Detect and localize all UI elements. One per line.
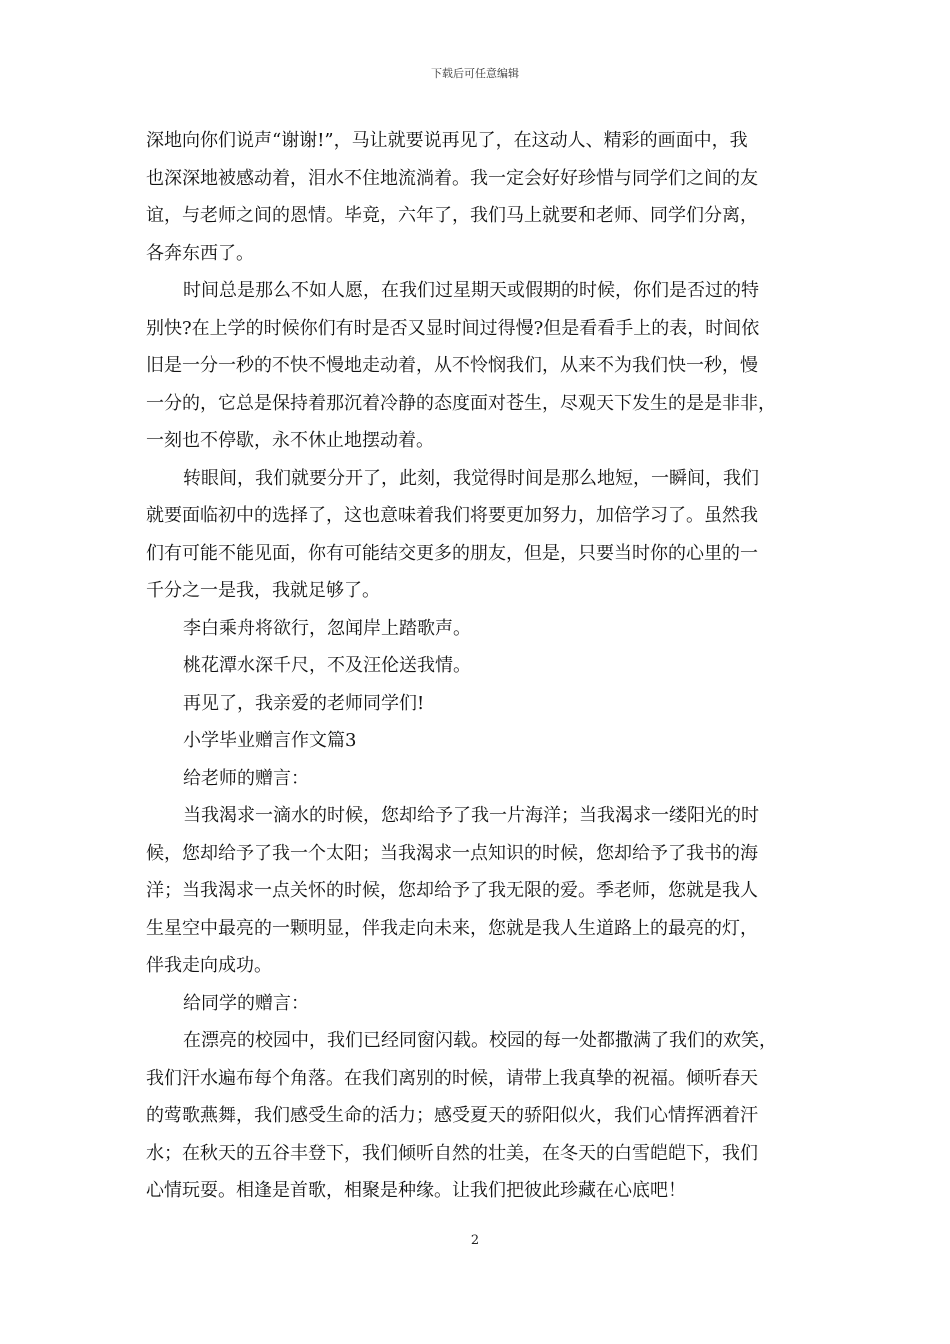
text-line: 们有可能不能见面，你有可能结交更多的朋友，但是，只要当时你的心里的一	[146, 542, 758, 564]
section-heading: 小学毕业赠言作文篇3	[183, 730, 357, 751]
subheading-teacher: 给老师的赠言：	[183, 767, 309, 789]
text-line: 我们汗水遍布每个角落。在我们离别的时候，请带上我真挚的祝福。倾听春天	[146, 1067, 758, 1089]
page-number-text: 2	[470, 1233, 480, 1248]
farewell-line: 再见了，我亲爱的老师同学们!	[183, 692, 425, 714]
text-line: 水；在秋天的五谷丰登下，我们倾听自然的壮美，在冬天的白雪皑皑下，我们	[146, 1142, 758, 1164]
subheading-classmates: 给同学的赠言：	[183, 992, 309, 1014]
text-line: 一刻也不停歇，永不休止地摆动着。	[146, 430, 434, 451]
header-text: 下载后可任意编辑	[431, 67, 519, 80]
paragraph-first-line: 在漂亮的校园中，我们已经同窗闪载。校园的每一处都撒满了我们的欢笑，	[183, 1030, 777, 1051]
text-line: 伴我走向成功。	[146, 955, 272, 976]
text-line: 旧是一分一秒的不快不慢地走动着，从不怜悯我们，从来不为我们快一秒，慢	[146, 355, 758, 376]
text-line: 一分的，它总是保持着那沉着冷静的态度面对苍生，尽观天下发生的是是非非，	[146, 392, 776, 414]
paragraph-first-line: 当我渴求一滴水的时候，您却给予了我一片海洋；当我渴求一缕阳光的时	[183, 805, 759, 826]
text-line: 也深深地被感动着，泪水不住地流淌着。我一定会好好珍惜与同学们之间的友	[146, 167, 758, 189]
text-line: 别快?在上学的时候你们有时是否又显时间过得慢?但是看看手上的表，时间依	[146, 317, 760, 339]
text-line: 生星空中最亮的一颗明显，伴我走向未来，您就是我人生道路上的最亮的灯，	[146, 917, 758, 939]
text-line: 谊，与老师之间的恩情。毕竟，六年了，我们马上就要和老师、同学们分离，	[146, 205, 758, 226]
text-line: 深地向你们说声“谢谢!”，马让就要说再见了，在这动人、精彩的画面中，我	[146, 130, 748, 151]
text-line: 就要面临初中的选择了，这也意味着我们将要更加努力，加倍学习了。虽然我	[146, 505, 758, 526]
text-line: 的莺歌燕舞，我们感受生命的活力；感受夏天的骄阳似火，我们心情挥洒着汗	[146, 1105, 758, 1126]
text-line: 洋；当我渴求一点关怀的时候，您却给予了我无限的爱。季老师，您就是我人	[146, 880, 758, 901]
poem-line: 桃花潭水深千尺，不及汪伦送我情。	[183, 655, 471, 676]
poem-line: 李白乘舟将欲行，忽闻岸上踏歌声。	[183, 617, 471, 639]
page-number	[0, 1232, 950, 1250]
document-body	[146, 122, 814, 1210]
text-line: 千分之一是我，我就足够了。	[146, 580, 380, 601]
paragraph-first-line: 转眼间，我们就要分开了，此刻，我觉得时间是那么地短，一瞬间，我们	[183, 467, 759, 489]
paragraph-first-line: 时间总是那么不如人愿，在我们过星期天或假期的时候，你们是否过的特	[183, 280, 759, 301]
page-header	[0, 66, 950, 82]
text-line: 各奔东西了。	[146, 242, 254, 264]
text-line: 心情玩耍。相逢是首歌，相聚是种缘。让我们把彼此珍藏在心底吧！	[146, 1180, 686, 1201]
text-line: 候，您却给予了我一个太阳；当我渴求一点知识的时候，您却给予了我书的海	[146, 842, 758, 864]
